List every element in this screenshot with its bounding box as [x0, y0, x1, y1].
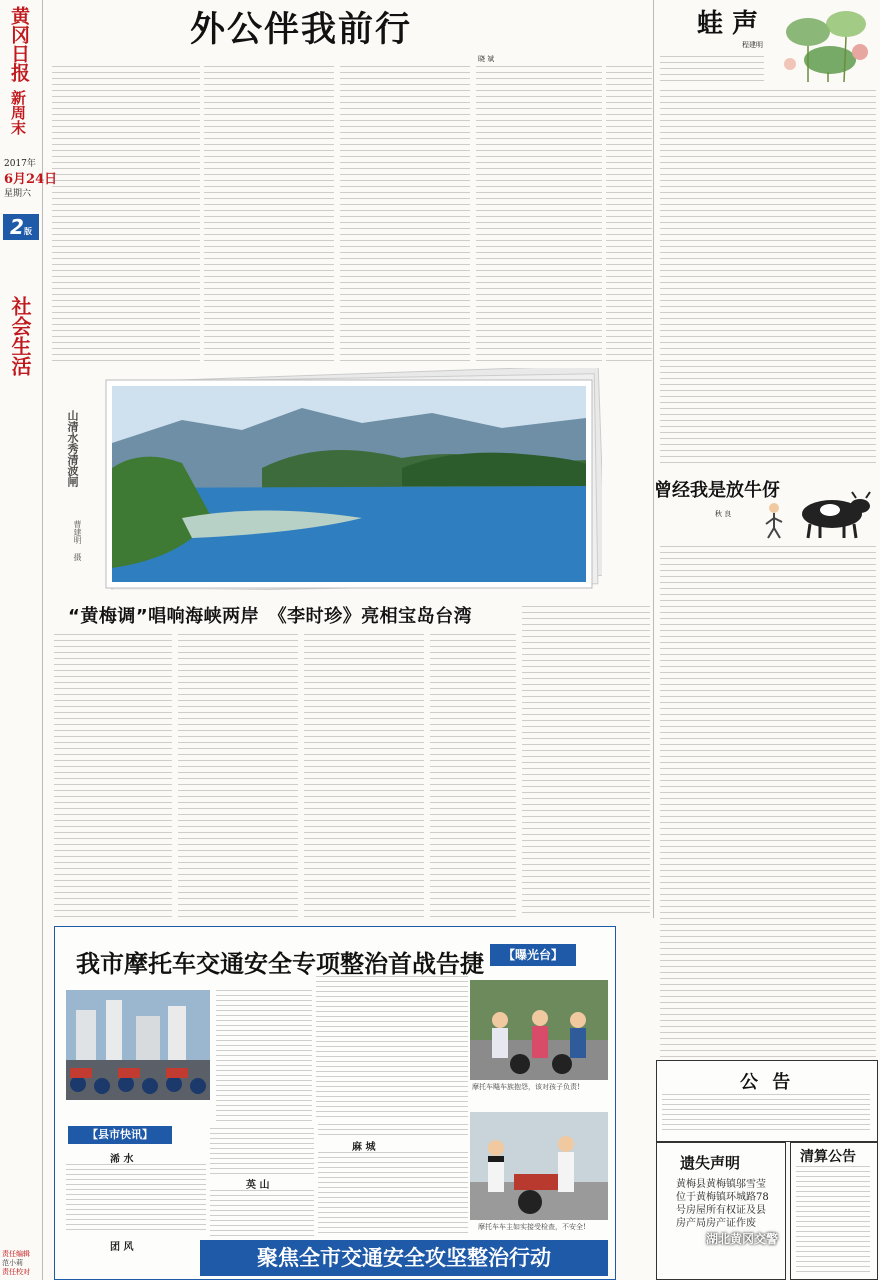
- county-news-label: 【县市快讯】: [68, 1126, 172, 1144]
- proof-label: 责任校对: [2, 1268, 30, 1276]
- news-body: [54, 634, 172, 918]
- paper-name: 黄冈日报: [8, 6, 30, 82]
- lake-photo: [102, 368, 602, 590]
- publish-weekday: 星期六: [4, 189, 32, 199]
- editor-label: 责任编辑: [2, 1250, 30, 1258]
- news-body: [178, 634, 298, 918]
- edition-number: 2: [10, 215, 24, 239]
- main-article-title: 外公伴我前行: [190, 10, 413, 50]
- column-divider: [653, 0, 654, 918]
- cow-illustration: [760, 486, 878, 540]
- traffic-body: [210, 1128, 314, 1174]
- photo-caption-exposure: 摩托车飚车族抱怨，该对孩子负责!: [472, 1083, 580, 1091]
- cow-article-title: 曾经我是放牛伢: [654, 480, 780, 501]
- frog-column-body: [660, 90, 876, 466]
- police-inspection-photo: [470, 1112, 608, 1220]
- news-headline: “黄梅调”唱响海峡两岸 《李时珍》亮相宝岛台湾: [68, 606, 473, 627]
- news-body: [304, 634, 424, 918]
- main-article-body: [476, 66, 602, 366]
- frog-column-title: 蛙 声: [697, 9, 759, 39]
- weekend-edition: 新周末: [9, 90, 27, 135]
- lost-notice-title: 遗失声明: [680, 1154, 741, 1172]
- sub-heading-xishui: 浠 水: [110, 1154, 134, 1165]
- traffic-banner: 聚焦全市交通安全攻坚整治行动: [200, 1240, 608, 1276]
- editor-credits: [2, 1250, 40, 1277]
- photo-caption-inspection: 摩托车车主如实接受检查，不安全!: [478, 1223, 586, 1231]
- section-title: 社会生活: [8, 296, 32, 376]
- edition-suffix: 版: [23, 227, 32, 236]
- lotus-illustration: [768, 2, 878, 82]
- watermark: 湖北黄冈交警: [706, 1232, 779, 1246]
- traffic-body: [210, 1190, 314, 1236]
- photo-caption: 山清水秀清波闸: [66, 410, 79, 487]
- sub-heading-yingshan: 英 山: [246, 1180, 270, 1191]
- exposure-label: 【曝光台】: [490, 944, 576, 966]
- main-article-body: [204, 66, 334, 366]
- traffic-title: 我市摩托车交通安全专项整治首战告捷: [76, 950, 484, 978]
- police-check-photo: [470, 980, 608, 1080]
- main-article-body: [340, 66, 470, 366]
- settlement-title: 清算公告: [800, 1149, 856, 1165]
- announcement-title: 公 告: [740, 1072, 795, 1093]
- edition-badge: [3, 214, 39, 240]
- main-article-body: [52, 66, 200, 366]
- settlement-body: [796, 1166, 870, 1274]
- traffic-body: [318, 1152, 468, 1236]
- announcement-body: [662, 1094, 870, 1134]
- motorcycles-photo: [66, 990, 210, 1100]
- photo-credit: 曹建明 摄: [73, 520, 82, 561]
- traffic-body: [318, 1124, 468, 1136]
- editor-name: 范小莉: [2, 1259, 23, 1267]
- frog-column-author: 程建明: [742, 41, 763, 49]
- lost-notice-body: 黄梅县黄梅镇邬雪莹位于黄梅镇环城路78号房屋所有权证及县房产局房产证作废: [676, 1179, 769, 1229]
- news-body: [522, 606, 650, 918]
- cow-article-author: 秋 良: [715, 510, 732, 518]
- cow-article-body: [660, 546, 876, 1058]
- main-article-body: [606, 66, 652, 366]
- publish-date: 6月24日: [4, 172, 58, 187]
- traffic-body: [66, 1164, 206, 1234]
- news-body: [430, 634, 516, 918]
- frog-column-body: [660, 56, 764, 86]
- traffic-body: [216, 990, 312, 1124]
- publish-year: 2017年: [4, 159, 36, 169]
- sub-heading-tuanfeng: 团 风: [110, 1242, 134, 1253]
- traffic-body: [316, 976, 468, 1120]
- main-article-author: 晓 斌: [478, 55, 495, 63]
- sub-heading-macheng: 麻 城: [352, 1142, 376, 1153]
